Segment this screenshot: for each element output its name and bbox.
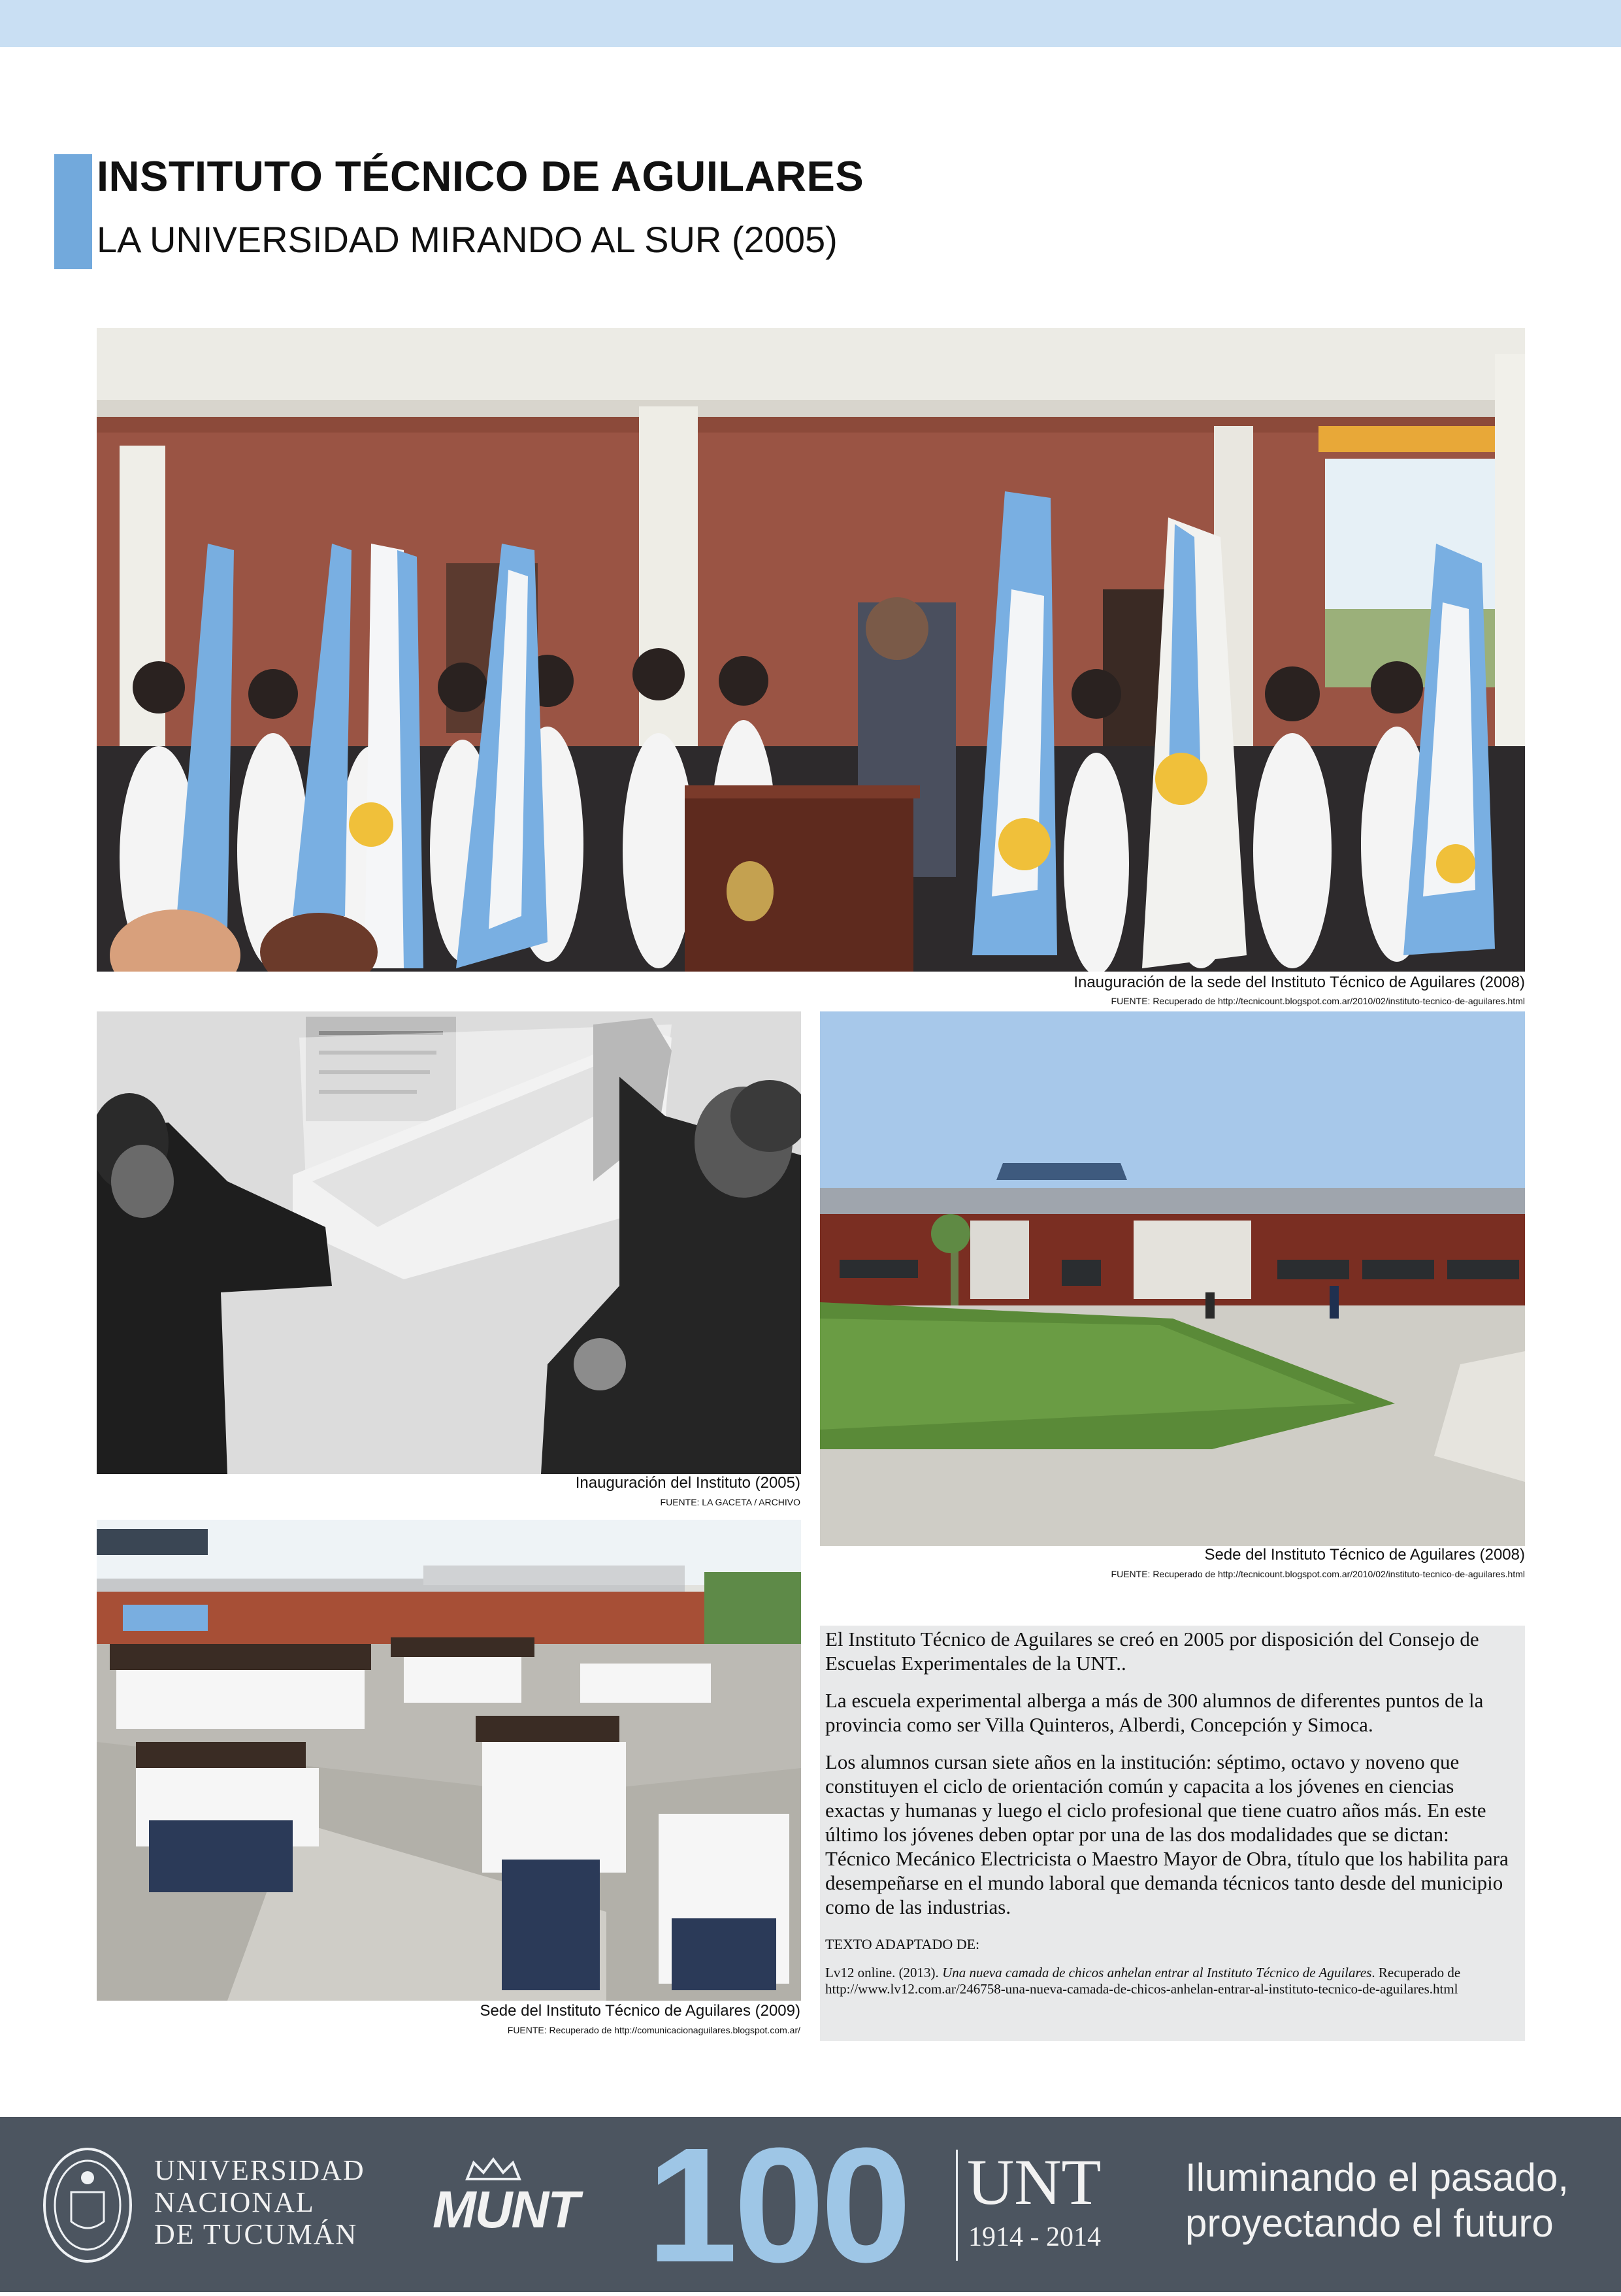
- slogan-line1: Iluminando el pasado,: [1185, 2156, 1569, 2199]
- munt-logo: MUNT: [433, 2180, 579, 2239]
- photo-source: FUENTE: LA GACETA / ARCHIVO: [660, 1497, 800, 1507]
- description-text-box: [820, 1626, 1525, 2041]
- unt-name-line3: DE TUCUMÁN: [154, 2218, 358, 2250]
- photo-sede-2009: [97, 1520, 801, 2001]
- photo-sede-2008: [820, 1011, 1525, 1546]
- photo-sede-2009-image: [97, 1520, 801, 2001]
- photo-source: FUENTE: Recuperado de http://tecnicount.blogspot.com.ar/2010/02/instituto-tecnico-de-aguilares.html: [1111, 1569, 1525, 1579]
- photo-source: FUENTE: Recuperado de http://comunicacionaguilares.blogspot.com.ar/: [507, 2025, 800, 2035]
- centenary-org: UNT: [967, 2146, 1102, 2218]
- unt-name-line2: NACIONAL: [154, 2186, 315, 2218]
- reference-heading: TEXTO ADAPTADO DE:: [825, 1936, 980, 1952]
- munt-crown-icon: [464, 2156, 523, 2182]
- photo-caption: Sede del Instituto Técnico de Aguilares (2009): [480, 2002, 800, 2020]
- photo-inauguration-2005: [97, 1011, 801, 1474]
- reference-lead: Lv12 online. (2013).: [825, 1965, 943, 1980]
- photo-source: FUENTE: Recuperado de http://tecnicount.blogspot.com.ar/2010/02/instituto-tecnico-de-aguilares.html: [1111, 996, 1525, 1006]
- photo-inauguration-2008: [97, 328, 1525, 972]
- reference-tail: . Recuperado de http://www.lv12.com.ar/246758-una-nueva-camada-de-chicos-anhelan-entrar-al-instituto-tecnico-de-aguilares.html: [825, 1965, 1461, 1997]
- page-subtitle: LA UNIVERSIDAD MIRANDO AL SUR (2005): [97, 219, 838, 260]
- reference-title: Una nueva camada de chicos anhelan entrar al Instituto Técnico de Aguilares: [942, 1965, 1372, 1980]
- centenary-number: 100: [647, 2114, 908, 2296]
- unt-seal-icon: [42, 2146, 133, 2264]
- unt-name-line1: UNIVERSIDAD: [154, 2154, 365, 2186]
- photo-caption: Sede del Instituto Técnico de Aguilares (2008): [1204, 1546, 1525, 1564]
- photo-inauguration-2005-image: [97, 1011, 801, 1474]
- photo-inauguration-2008-image: [97, 328, 1525, 972]
- photo-caption: Inauguración del Instituto (2005): [575, 1474, 800, 1492]
- photo-sede-2008-image: [820, 1011, 1525, 1546]
- paragraph: Los alumnos cursan siete años en la institución: séptimo, octavo y noveno que constituyen el ciclo de orientación común y capacita a los jóvenes en ciencias exactas y humanas y luego el ciclo profesional que tiene cuatro años más. En este último los jóvenes deben optar por una de las dos modalidades que se dictan: Técnico Mecánico Electricista o Maestro Mayor de Obra, título que los habilita para desempeñarse en el mundo laboral que demanda técnicos tanto desde del municipio como de las industrias.: [825, 1750, 1509, 1918]
- paragraph: El Instituto Técnico de Aguilares se creó en 2005 por disposición del Consejo de Escuelas Experimentales de la UNT..: [825, 1628, 1479, 1675]
- centenary-years: 1914 - 2014: [968, 2222, 1101, 2252]
- paragraph: La escuela experimental alberga a más de 300 alumnos de diferentes puntos de la provincia como ser Villa Quinteros, Alberdi, Concepción y Simoca.: [825, 1689, 1484, 1736]
- top-color-band: [0, 0, 1621, 47]
- title-accent-bar: [54, 154, 92, 269]
- page-title: INSTITUTO TÉCNICO DE AGUILARES: [97, 152, 864, 200]
- photo-caption: Inauguración de la sede del Instituto Técnico de Aguilares (2008): [1073, 974, 1525, 991]
- centenary-divider: [956, 2150, 958, 2261]
- slogan-line2: proyectando el futuro: [1185, 2201, 1554, 2245]
- reference-citation: [825, 1965, 1515, 1997]
